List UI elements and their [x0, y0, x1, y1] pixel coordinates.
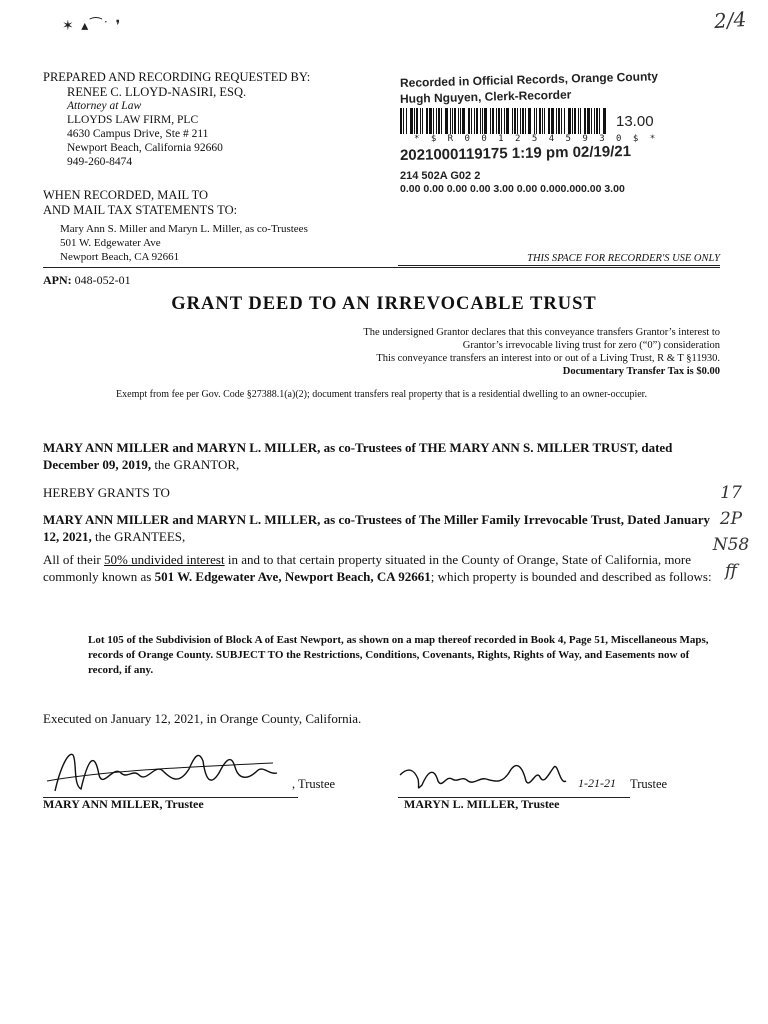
- mail-label-2: AND MAIL TAX STATEMENTS TO:: [43, 203, 238, 217]
- barcode-bar: [572, 108, 573, 134]
- grantor-declarations: [300, 326, 720, 378]
- barcode-bar: [536, 108, 537, 134]
- barcode-bar: [484, 108, 487, 134]
- barcode-bar: [441, 108, 442, 134]
- attorney-block: [43, 85, 383, 169]
- recorder-line-2: Hugh Nguyen, Clerk-Recorder: [399, 87, 572, 106]
- barcode-bar: [426, 108, 428, 134]
- barcode-bar: [436, 108, 437, 134]
- barcode-bar: [584, 108, 586, 134]
- barcode-bar: [429, 108, 432, 134]
- execution-statement: Executed on January 12, 2021, in Orange County, California.: [43, 711, 362, 726]
- property-paragraph: [43, 551, 728, 585]
- barcode-bar: [517, 108, 518, 134]
- property-text-2: in and to that certain property situated in the County of Orange, State of California, more commonly known as: [43, 552, 692, 584]
- barcode-bar: [462, 108, 465, 134]
- barcode-bar: [406, 108, 407, 134]
- barcode-bar: [514, 108, 516, 134]
- barcode-bar: [504, 108, 505, 134]
- barcode-bar: [422, 108, 423, 134]
- signature-mary-ann-miller: [43, 745, 298, 798]
- page-number: 2/4: [713, 6, 747, 34]
- barcode-bar: [480, 108, 481, 134]
- barcode-bar: [460, 108, 461, 134]
- barcode-bar: [512, 108, 513, 134]
- barcode-bar: [403, 108, 404, 134]
- barcode-bar: [534, 108, 535, 134]
- recorder-fees-line: 0.00 0.00 0.00 0.00 3.00 0.00 0.000.000.00 3.00: [400, 183, 625, 195]
- barcode-bar: [420, 108, 421, 134]
- apn-value: 048-052-01: [74, 273, 131, 287]
- transfer-tax: Documentary Transfer Tax is $0.00: [562, 366, 720, 377]
- recording-fee: 13.00: [616, 112, 654, 130]
- barcode-bar: [596, 108, 598, 134]
- barcode-bar: [574, 108, 576, 134]
- recorder-stamp: [399, 69, 700, 195]
- barcode-bar: [548, 108, 550, 134]
- barcode-bar: [445, 108, 448, 134]
- recorder-use-label: THIS SPACE FOR RECORDER'S USE ONLY: [398, 253, 720, 266]
- barcode-text: * $ R 0 0 1 2 5 4 5 9 3 0 $ *: [414, 134, 659, 144]
- document-title: GRANT DEED TO AN IRREVOCABLE TRUST: [171, 294, 597, 314]
- barcode-bar: [482, 108, 483, 134]
- firm-phone: 949-260-8474: [67, 156, 133, 168]
- barcode-bar: [496, 108, 497, 134]
- fee-exemption: Exempt from fee per Gov. Code §27388.1(a)(2); document transfers real property that is a residential dwelling to an owner-occupier.: [116, 389, 647, 400]
- barcode-bar: [528, 108, 531, 134]
- barcode-bar: [458, 108, 459, 134]
- recorder-code-line: 214 502A G02 2: [400, 170, 481, 182]
- barcode-bar: [433, 108, 434, 134]
- declaration-line-1: The undersigned Grantor declares that this conveyance transfers Grantor’s interest to: [363, 327, 720, 338]
- signature-2-date: 1-21-21: [578, 776, 616, 790]
- barcode-bar: [551, 108, 554, 134]
- barcode-bar: [474, 108, 475, 134]
- barcode-bar: [414, 108, 415, 134]
- firm-address-2: Newport Beach, California 92660: [67, 142, 223, 154]
- barcode-bar: [587, 108, 590, 134]
- barcode-bar: [520, 108, 521, 134]
- property-text-3: ; which property is bounded and described as follows:: [430, 569, 712, 584]
- barcode-bar: [501, 108, 502, 134]
- apn: [43, 273, 131, 288]
- grantees-paragraph: [43, 511, 728, 545]
- mail-label-1: WHEN RECORDED, MAIL TO: [43, 188, 209, 202]
- legal-description: Lot 105 of the Subdivision of Block A of East Newport, as shown on a map thereof recorded in Book 4, Page 51, Miscellaneous Maps, records of Orange County. SUBJECT TO the Restrictions, Conditions, Covenants, Rights, Rights of Way, and Easements now of record, if any.: [88, 634, 709, 676]
- barcode-bar: [476, 108, 478, 134]
- apn-label: APN:: [43, 273, 72, 287]
- barcode-bar: [506, 108, 509, 134]
- barcode-bar: [498, 108, 500, 134]
- signature-2-label: Trustee: [630, 777, 668, 791]
- mail-to-label-block: [43, 188, 383, 218]
- barcode-bar: [578, 108, 579, 134]
- barcode-bar: [492, 108, 494, 134]
- barcode-bar: [561, 108, 562, 134]
- barcode-bar: [454, 108, 456, 134]
- mail-name: Mary Ann S. Miller and Maryn L. Miller, as co-Trustees: [60, 223, 308, 235]
- barcode-bar: [564, 108, 565, 134]
- barcode-bar: [556, 108, 557, 134]
- header-divider: [43, 267, 720, 268]
- margin-note: N58: [712, 535, 750, 555]
- barcode-bar: [599, 108, 600, 134]
- attorney-name: RENEE C. LLOYD-NASIRI, ESQ.: [67, 85, 247, 99]
- barcode-bar: [490, 108, 491, 134]
- declaration-line-3: This conveyance transfers an interest into or out of a Living Trust, R & T §11930.: [376, 353, 720, 364]
- barcode-bar: [400, 108, 402, 134]
- barcode-bar: [580, 108, 581, 134]
- declaration-line-2: Grantor’s irrevocable living trust for zero (“0”) consideration: [462, 340, 720, 351]
- barcode-bar: [603, 108, 606, 134]
- mail-address-1: 501 W. Edgewater Ave: [60, 237, 161, 249]
- margin-note: 17: [720, 483, 742, 503]
- recorder-line-1: Recorded in Official Records, Orange County: [399, 69, 659, 90]
- prepared-by-label: PREPARED AND RECORDING REQUESTED BY:: [43, 70, 311, 84]
- barcode-bar: [522, 108, 524, 134]
- signature-scribble-1: [43, 745, 298, 797]
- margin-note: 2P: [719, 509, 743, 529]
- barcode-bar: [539, 108, 541, 134]
- signature-1-label: , Trustee: [292, 777, 336, 791]
- grants-to: HEREBY GRANTS TO: [43, 485, 170, 500]
- signature-2-name: MARYN L. MILLER, Trustee: [404, 797, 560, 811]
- barcode-bar: [410, 108, 413, 134]
- barcode-bar: [468, 108, 470, 134]
- property-text-1: All of their: [43, 552, 105, 567]
- barcode-bar: [471, 108, 472, 134]
- barcode-bar: [450, 108, 451, 134]
- undivided-interest: 50% undivided interest: [104, 552, 225, 567]
- barcode-bar: [568, 108, 571, 134]
- scan-smudge: ✶ ▴⁀˙ ❜: [62, 19, 123, 34]
- barcode-bar: [416, 108, 418, 134]
- margin-notes: [706, 480, 756, 584]
- barcode-bar: [438, 108, 440, 134]
- barcode-bar: [591, 108, 592, 134]
- property-address: 501 W. Edgewater Ave, Newport Beach, CA 92661: [154, 569, 431, 584]
- firm-address-1: 4630 Campus Drive, Ste # 211: [67, 128, 209, 140]
- grantee-suffix: the GRANTEES,: [91, 529, 186, 544]
- attorney-title: Attorney at Law: [67, 100, 142, 112]
- barcode-row: [400, 108, 700, 134]
- grantor-names: MARY ANN MILLER and MARYN L. MILLER, as co-Trustees of THE MARY ANN S. MILLER TRUST, dated December 09, 2019,: [43, 440, 673, 472]
- barcode: [400, 108, 610, 134]
- prepared-by-block: [43, 70, 383, 169]
- document-number: 2021000119175 1:19 pm 02/19/21: [399, 142, 632, 164]
- signature-1-name: MARY ANN MILLER, Trustee: [43, 797, 204, 811]
- mail-to-address: [60, 222, 390, 264]
- barcode-bar: [542, 108, 543, 134]
- barcode-bar: [452, 108, 453, 134]
- barcode-bar: [544, 108, 545, 134]
- margin-note: ff: [724, 561, 738, 581]
- firm-name: LLOYDS LAW FIRM, PLC: [67, 114, 199, 126]
- barcode-bar: [594, 108, 595, 134]
- barcode-bar: [558, 108, 560, 134]
- grantee-names: MARY ANN MILLER and MARYN L. MILLER, as co-Trustees of The Miller Family Irrevocable Trust, Dated January 12, 2021,: [43, 512, 710, 544]
- barcode-bar: [525, 108, 526, 134]
- grantor-suffix: the GRANTOR,: [151, 457, 240, 472]
- grantor-paragraph: [43, 439, 728, 473]
- mail-address-2: Newport Beach, CA 92661: [60, 251, 180, 263]
